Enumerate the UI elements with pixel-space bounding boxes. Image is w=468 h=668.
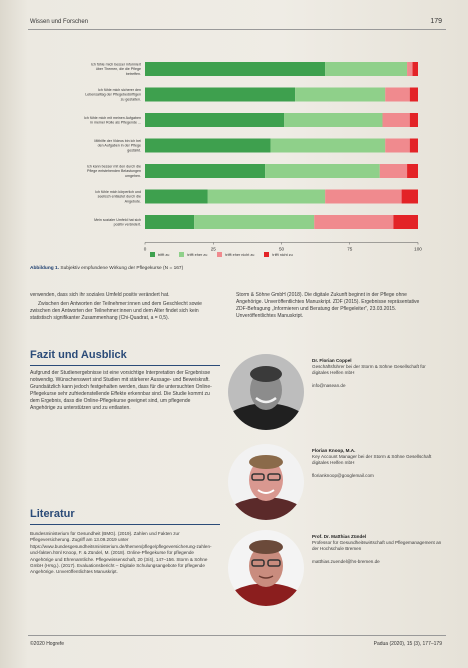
legend-swatch	[150, 252, 155, 257]
bar-segment	[380, 164, 407, 178]
bar-segment	[385, 88, 410, 102]
section-title-literatur: Literatur	[30, 508, 75, 520]
header-rule	[28, 29, 446, 30]
x-tick-label: 75	[347, 246, 353, 252]
chart-category-labels	[84, 63, 141, 227]
figure-caption-text: Subjektiv empfundene Wirkung der Pflegekurse (N = 167)	[60, 266, 184, 271]
legend-label: trifft eher nicht zu	[225, 252, 255, 257]
author-name: Dr. Florian Coppel	[312, 358, 352, 363]
footer-rule	[28, 635, 446, 636]
author-photo	[228, 530, 304, 606]
bar-segment	[410, 139, 418, 153]
author-role: Professor für Gesundheitswirtschaft und Pflegemanagement an der Hochschule Bremen	[312, 540, 442, 552]
x-tick-label: 0	[143, 246, 147, 252]
bar-segment	[325, 190, 401, 204]
author-info	[312, 358, 442, 389]
legend-item	[217, 252, 254, 257]
author-info	[312, 448, 442, 479]
category-label: Ich kann besser mit den durch die Pflege entstehenden Belastungen umgehen.	[87, 164, 141, 178]
figure-caption	[30, 266, 430, 271]
bar-segment	[410, 113, 418, 127]
chart-x-axis	[144, 243, 423, 252]
bar-segment	[145, 113, 284, 127]
body-right-reference	[236, 292, 422, 322]
reference-text: Storm & Söhne GmbH (2018). Die digitale Zukunft beginnt in der Pflege ohne Angehörige. Unveröffentlichtes Manuskript. ZDF (2015). Ergebnisse repräsentative ZDF-Befragung „Informieren und Beratung der Pflegeleiter", 23.03.2015. Unveröffentlichtes Manuskript.	[236, 292, 420, 319]
author-role: Geschäftsführer bei der Storm & Söhne Gesellschaft für digitales Helfen mbH	[312, 364, 426, 376]
footer-citation: Padua (2020), 15 (3), 177–179	[373, 641, 442, 647]
fazit-text: Aufgrund der Studienergebnisse ist eine vorsichtige Interpretation der Ergebnisse notwendig. Wünschenswert sind Studien mit stärkerer Aussage- und Beweiskraft. Grundsätzlich kann jedoch festgehalten werden, dass für die untersuchten Online-Pflegekurse sehr zufriedenstellende Effekte erkennbar sind. Die Studie kommt zu dem Ergebnis, dass die Online-Pflegekurse geeignet sind, um pflegende Angehörige zu unterstützen und zu entlasten.	[30, 370, 212, 411]
literatur-text: Bundesministerium für Gesundheit (BMG). (2019). Zahlen und Fakten zur Pflegeversicherung. Zugriff am 13.09.2019 unter https://www.bundesgesundheitsministerium.de/themen/pflege/pflegeversicherung-zahlen-und-fakten.html Knoop, F. & Zündel, M. (2018). Online-Pflegekurse für pflegende Angehörige und Ehrenamtliche. Pflegewissenschaft, 20 (3/4), 147–156. Storm & Söhne GmbH (Hrsg.). (2017). Evaluationsbericht – Digitale Schulungsangebote für pflegende Angehörige. Unveröffentlichtes Manuskript.	[30, 531, 212, 575]
legend-item	[150, 252, 169, 257]
author-info	[312, 534, 442, 565]
legend-swatch	[217, 252, 222, 257]
bar-segment	[145, 164, 265, 178]
bar-segment	[385, 139, 410, 153]
bar-segment	[271, 139, 386, 153]
legend-item	[179, 252, 207, 257]
bar-segment	[145, 62, 325, 76]
bar-segment	[284, 113, 382, 127]
figure-caption-label: Abbildung 1.	[30, 266, 60, 271]
body-paragraph: verwenden, dass sich ihr soziales Umfeld positiv verändert hat.	[30, 292, 170, 298]
section-rule	[30, 365, 220, 366]
section-rule	[30, 524, 220, 525]
bar-segment	[383, 113, 410, 127]
body-paragraph: Zwischen den Antworten der Teilnehmer:innen und dem Geschlecht sowie zwischen den Antworten der Teilnehmer:innen und dem Alter findet sich kein statistisch signifikanter Zusammenhang (Chi-Quadrat, a = 0,5).	[30, 301, 202, 321]
legend-label: trifft zu	[158, 252, 170, 257]
legend-label: trifft nicht zu	[272, 252, 293, 257]
legend-swatch	[264, 252, 269, 257]
author-email[interactable]: florianknoop@googlemail.com	[312, 472, 374, 478]
chart-legend	[150, 252, 293, 257]
category-label: Mithilfe der Videos bin ich bei den Aufgaben in der Pflege gestärkt.	[94, 139, 141, 153]
author-email[interactable]: info@nasean.de	[312, 382, 346, 388]
author-name: Florian Knoop, M.A.	[312, 448, 356, 453]
section-title-fazit: Fazit und Ausblick	[30, 349, 127, 361]
bar-segment	[402, 190, 418, 204]
bar-segment	[145, 215, 194, 229]
bar-segment	[393, 215, 418, 229]
author-role: Key Account Manager bei der Storm & Söhne Gesellschaft digitales Helfen mbH	[312, 454, 432, 466]
category-label: Ich fühle mich sicherer den Lebensalltag der Pflegebedürftigen zu gestalten.	[85, 88, 141, 102]
author-portrait-icon	[228, 530, 304, 606]
category-label: Ich fühle mich körperlich und seelisch entlastet durch die Angebote.	[95, 190, 141, 204]
bar-segment	[295, 88, 385, 102]
chart-bars	[145, 62, 418, 229]
category-label: Ich fühle mich besser informiert über Themen, die die Pflege betreffen.	[91, 62, 141, 76]
x-tick-label: 25	[210, 246, 216, 252]
bar-segment	[410, 88, 418, 102]
bar-segment	[407, 62, 412, 76]
body-left-column	[30, 292, 216, 324]
author-photo	[228, 444, 304, 520]
author-portrait-icon	[228, 354, 304, 430]
bar-segment	[407, 164, 418, 178]
x-tick-label: 50	[278, 246, 285, 252]
stacked-bar-chart	[28, 52, 446, 262]
bar-segment	[145, 139, 271, 153]
author-photo	[228, 354, 304, 430]
legend-item	[264, 252, 292, 257]
x-tick-label: 100	[414, 246, 422, 252]
bar-segment	[325, 62, 407, 76]
bar-segment	[413, 62, 418, 76]
legend-swatch	[179, 252, 184, 257]
bar-segment	[314, 215, 393, 229]
author-email[interactable]: matthias.zuendel@hs-bremen.de	[312, 558, 380, 564]
author-name: Prof. Dr. Matthias Zündel	[312, 534, 367, 539]
running-header: Wissen und Forschen	[30, 19, 89, 25]
category-label: Mein sozialer Umfeld hat sich positiv verändert.	[94, 217, 141, 227]
page-number: 179	[430, 18, 442, 25]
bar-segment	[208, 190, 325, 204]
category-label: Ich fühle mich mit meinen Aufgaben in meiner Rolle als Pflegende ...	[84, 115, 141, 125]
bar-segment	[145, 190, 208, 204]
legend-label: trifft eher zu	[187, 252, 208, 257]
bar-segment	[194, 215, 314, 229]
bar-segment	[265, 164, 380, 178]
footer-publisher: ©2020 Hogrefe	[30, 641, 64, 647]
bar-segment	[145, 88, 295, 102]
author-portrait-icon	[228, 444, 304, 520]
